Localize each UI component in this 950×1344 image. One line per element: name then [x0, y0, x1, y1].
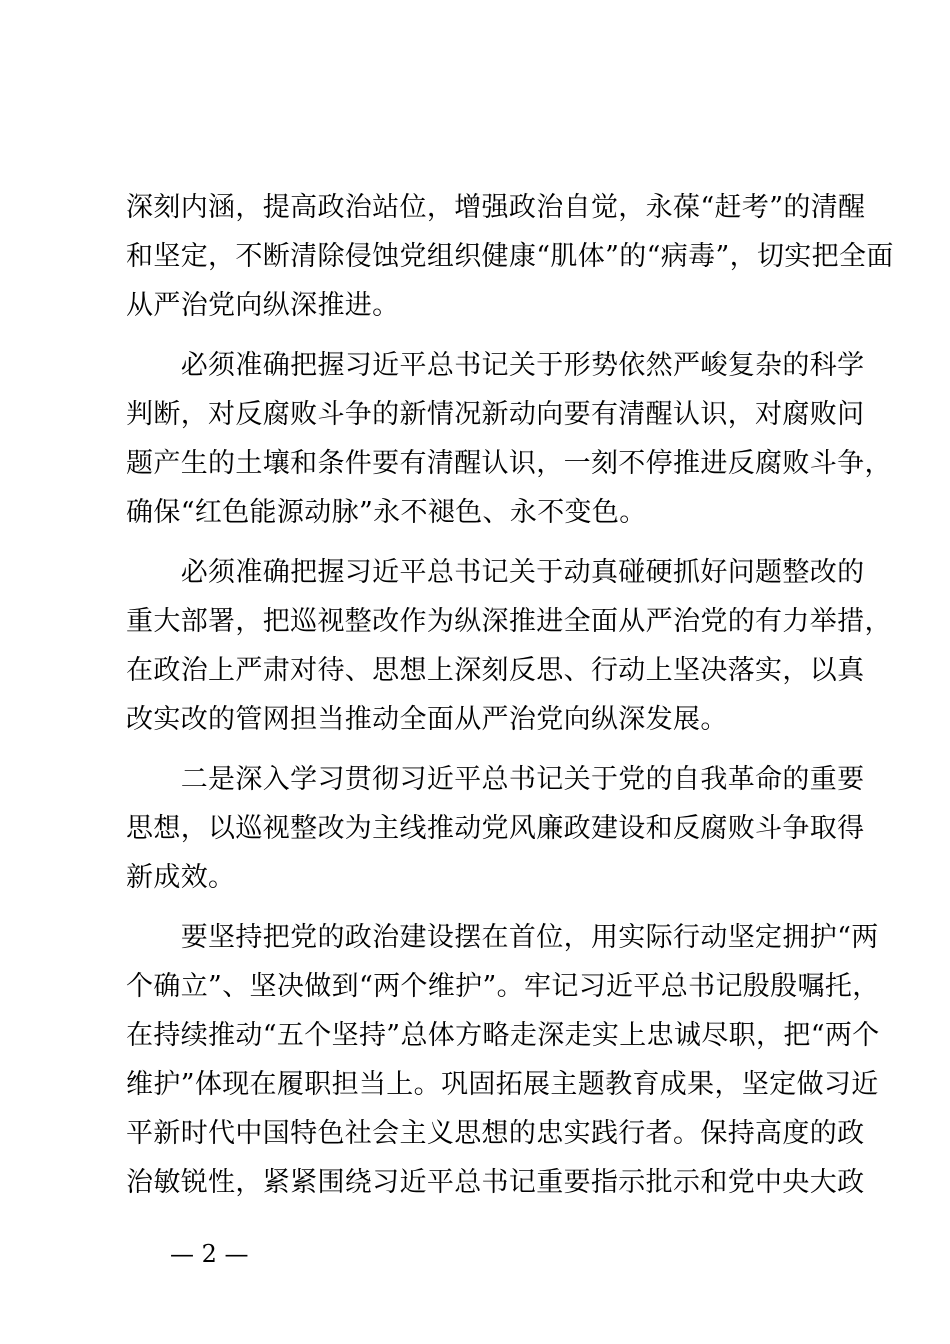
text-line: 平新时代中国特色社会主义思想的忠实践行者。保持高度的政 — [126, 1118, 865, 1149]
paragraph — [126, 548, 892, 744]
paragraph — [126, 913, 880, 1207]
text-line: 确保“红色能源动脉”永不褪色、永不变色。 — [126, 497, 647, 528]
text-line: 在政治上严肃对待、思想上深刻反思、行动上坚决落实，以真 — [126, 655, 865, 686]
text-line: 个确立”、坚决做到“两个维护”。牢记习近平总书记殷殷嘱托， — [126, 971, 880, 1002]
text-line: 判断，对反腐败斗争的新情况新动向要有清醒认识，对腐败问 — [126, 399, 865, 430]
paragraph — [126, 341, 892, 537]
text-line: 新成效。 — [126, 862, 236, 893]
body-text — [126, 183, 894, 1207]
text-line: 和坚定，不断清除侵蚀党组织健康“肌体”的“病毒”，切实把全面 — [126, 241, 894, 272]
text-line: 二是深入学习贯彻习近平总书记关于党的自我革命的重要 — [126, 764, 865, 795]
text-line: 要坚持把党的政治建设摆在首位，用实际行动坚定拥护“两 — [126, 922, 879, 953]
text-line: 从严治党向纵深推进。 — [126, 290, 400, 321]
text-line: 重大部署，把巡视整改作为纵深推进全面从严治党的有力举措， — [126, 606, 892, 637]
text-line: 在持续推动“五个坚持”总体方略走深走实上忠诚尽职，把“两个 — [126, 1020, 880, 1051]
text-line: 必须准确把握习近平总书记关于形势依然严峻复杂的科学 — [126, 350, 865, 381]
text-line: 深刻内涵，提高政治站位，增强政治自觉，永葆“赶考”的清醒 — [126, 192, 866, 223]
paragraph — [126, 183, 894, 330]
text-line: 维护”体现在履职担当上。巩固拓展主题教育成果，坚定做习近 — [126, 1069, 879, 1100]
text-line: 治敏锐性，紧紧围绕习近平总书记重要指示批示和党中央大政 — [126, 1167, 865, 1198]
paragraph — [126, 755, 865, 902]
text-line: 题产生的土壤和条件要有清醒认识，一刻不停推进反腐败斗争， — [126, 448, 892, 479]
text-line: 改实改的管网担当推动全面从严治党向纵深发展。 — [126, 704, 728, 735]
text-line: 必须准确把握习近平总书记关于动真碰硬抓好问题整改的 — [126, 557, 865, 588]
text-line: 思想，以巡视整改为主线推动党风廉政建设和反腐败斗争取得 — [126, 813, 865, 844]
page-number: — 2 — — [170, 1240, 249, 1268]
